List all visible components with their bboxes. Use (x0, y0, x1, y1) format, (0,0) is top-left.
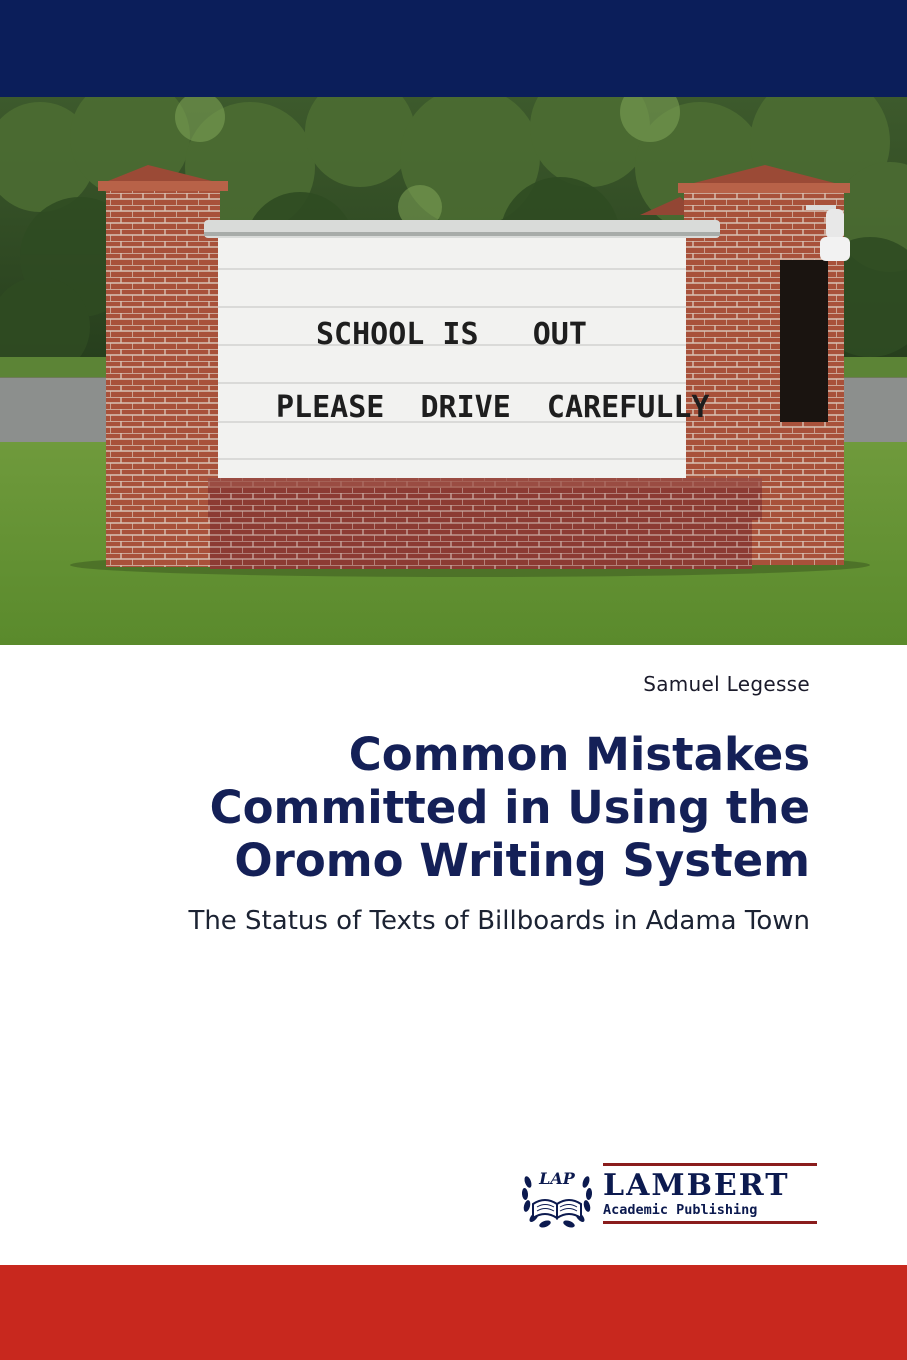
publisher-rule-top (603, 1163, 817, 1166)
title-line-3: Oromo Writing System (234, 834, 810, 887)
author-name: Samuel Legesse (643, 672, 810, 696)
publisher-name: LAMBERT (603, 1168, 790, 1203)
top-band (0, 0, 907, 97)
publisher-logo (519, 1160, 819, 1232)
cover-photo (0, 97, 907, 645)
publisher-rule-bottom (603, 1221, 817, 1224)
title-line-2: Committed in Using the (209, 781, 810, 834)
sign-line-1: SCHOOL IS OUT (316, 317, 587, 352)
book-subtitle: The Status of Texts of Billboards in Adama Town (188, 906, 810, 936)
open-book-laurel-icon (519, 1160, 603, 1232)
bottom-band (0, 1265, 907, 1360)
sign-line-2: PLEASE DRIVE CAREFULLY (276, 390, 710, 425)
lap-logo-text: LAP (539, 1169, 575, 1188)
publisher-subtitle: Academic Publishing (603, 1202, 758, 1218)
book-title (110, 728, 810, 887)
title-line-1: Common Mistakes (348, 728, 810, 781)
